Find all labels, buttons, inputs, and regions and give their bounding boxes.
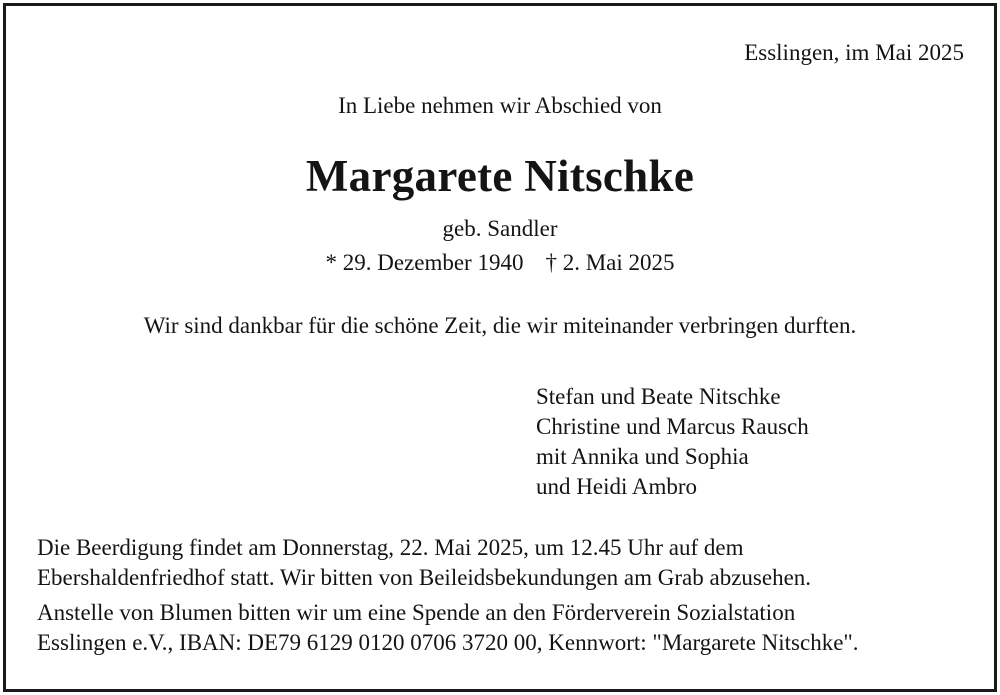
place-date: Esslingen, im Mai 2025 [744,40,964,65]
mourner-line: Christine und Marcus Rausch [536,414,809,439]
donation-paragraph [37,598,859,658]
mourner-line: mit Annika und Sophia [536,444,749,469]
mourners-list [536,382,809,502]
deceased-name: Margarete Nitschke [305,151,695,201]
death-date: † 2. Mai 2025 [545,250,675,275]
donation-line: Anstelle von Blumen bitten wir um eine Spende an den Förderverein Sozialstation [37,600,796,625]
funeral-line: Die Beerdigung findet am Donnerstag, 22. Mai 2025, um 12.45 Uhr auf dem [37,535,744,560]
mourner-line: Stefan und Beate Nitschke [536,384,781,409]
funeral-line: Ebershaldenfriedhof statt. Wir bitten von Beileidsbekundungen am Grab abzusehen. [37,565,812,590]
intro-line: In Liebe nehmen wir Abschied von [338,93,662,118]
thanks-line: Wir sind dankbar für die schöne Zeit, die wir miteinander verbringen durften. [143,313,857,338]
funeral-paragraph [37,533,811,593]
maiden-name: geb. Sandler [442,216,558,241]
mourner-line: und Heidi Ambro [536,474,697,499]
donation-line: Esslingen e.V., IBAN: DE79 6129 0120 0706 3720 00, Kennwort: "Margarete Nitschke". [37,630,859,655]
birth-date: * 29. Dezember 1940 [325,250,524,275]
life-dates [0,250,1000,276]
